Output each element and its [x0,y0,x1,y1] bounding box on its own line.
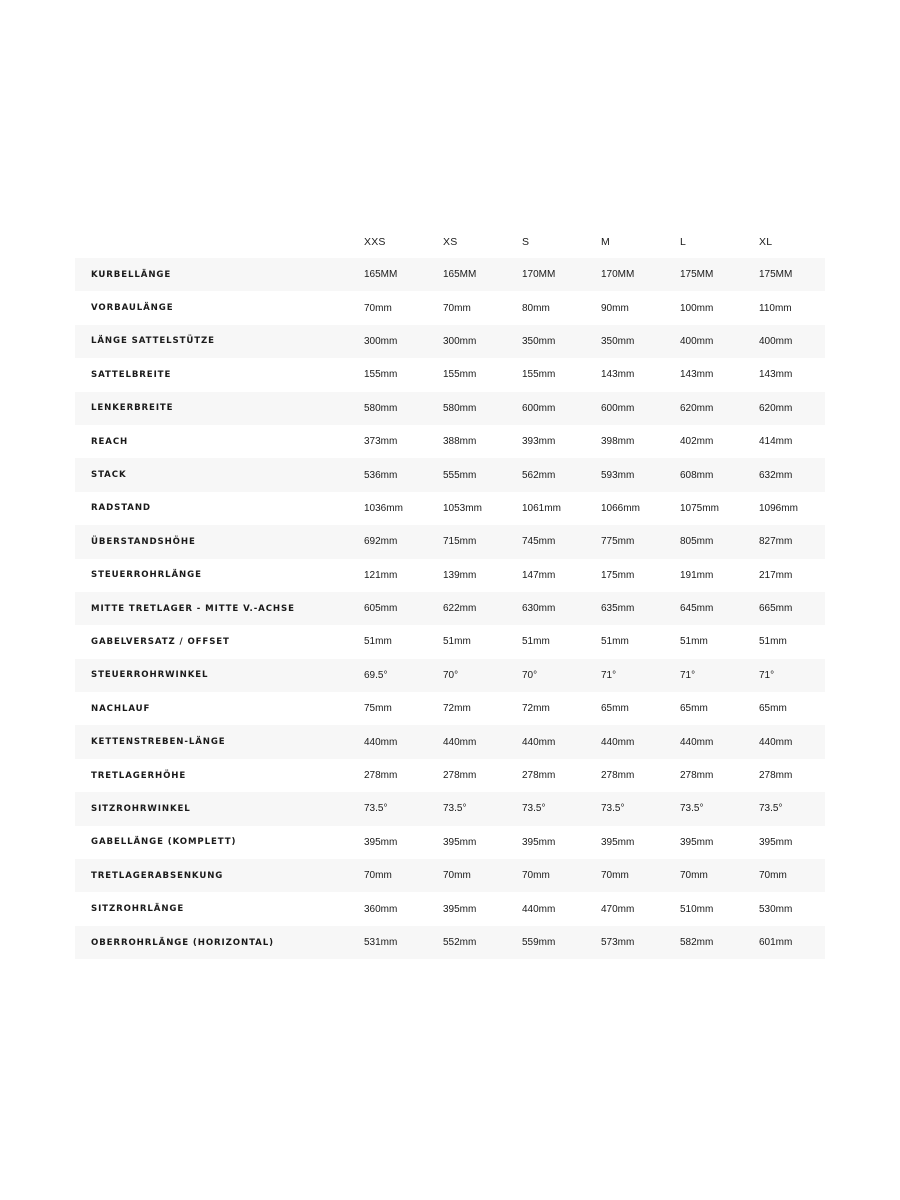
cell-value: 278mm [443,770,477,782]
cell-value: 72mm [443,703,471,715]
cell-value: 71° [759,669,775,681]
cell-value: 1075mm [680,502,719,514]
cell-value: 51mm [601,636,629,648]
cell-value: 165MM [364,269,398,281]
cell-value: 70mm [759,870,787,882]
cell-value: 440mm [601,736,635,748]
cell-value: 73.5° [680,803,704,815]
cell-value: 278mm [364,770,398,782]
cell-value: 580mm [443,402,477,414]
cell-value: 51mm [759,636,787,648]
cell-value: 715mm [443,536,477,548]
cell-value: 170MM [522,269,556,281]
cell-value: 440mm [522,736,556,748]
cell-value: 440mm [680,736,714,748]
cell-value: 73.5° [364,803,388,815]
cell-value: 90mm [601,302,629,314]
cell-value: 143mm [680,369,714,381]
cell-value: 51mm [443,636,471,648]
cell-value: 69.5° [364,669,388,681]
cell-value: 70mm [680,870,708,882]
cell-value: 165MM [443,269,477,281]
cell-value: 71° [601,669,617,681]
table-row [75,492,825,525]
table-row [75,258,825,291]
row-label: VORBAULÄNGE [91,303,174,314]
cell-value: 278mm [680,770,714,782]
table-row [75,759,825,792]
cell-value: 350mm [522,335,556,347]
size-header-xxs: XXS [364,235,386,248]
cell-value: 635mm [601,603,635,615]
row-label: RADSTAND [91,503,151,514]
cell-value: 278mm [759,770,793,782]
size-header-l: L [680,235,687,248]
row-label: GABELVERSATZ / OFFSET [91,636,230,647]
cell-value: 70mm [443,870,471,882]
cell-value: 440mm [443,736,477,748]
cell-value: 395mm [601,836,635,848]
size-header-row [75,225,825,258]
cell-value: 147mm [522,569,556,581]
row-label: REACH [91,436,129,447]
cell-value: 1066mm [601,502,640,514]
cell-value: 73.5° [522,803,546,815]
cell-value: 388mm [443,436,477,448]
cell-value: 175mm [601,569,635,581]
cell-value: 395mm [364,836,398,848]
cell-value: 530mm [759,903,793,915]
cell-value: 65mm [680,703,708,715]
label-column-header [75,225,355,258]
row-label: LENKERBREITE [91,403,174,414]
cell-value: 440mm [364,736,398,748]
table-row [75,425,825,458]
geometry-table-body [75,258,825,959]
cell-value: 70mm [601,870,629,882]
cell-value: 395mm [759,836,793,848]
table-row [75,659,825,692]
cell-value: 402mm [680,436,714,448]
table-row [75,392,825,425]
cell-value: 692mm [364,536,398,548]
row-label: STEUERROHRWINKEL [91,670,209,681]
cell-value: 552mm [443,937,477,948]
table-row [75,725,825,758]
size-header-xl: XL [759,235,773,248]
cell-value: 398mm [601,436,635,448]
cell-value: 300mm [443,335,477,347]
cell-value: 72mm [522,703,550,715]
cell-value: 608mm [680,469,714,481]
cell-value: 601mm [759,937,793,948]
cell-value: 555mm [443,469,477,481]
cell-value: 470mm [601,903,635,915]
cell-value: 510mm [680,903,714,915]
cell-value: 51mm [522,636,550,648]
table-row [75,692,825,725]
cell-value: 400mm [759,335,793,347]
cell-value: 143mm [759,369,793,381]
cell-value: 400mm [680,335,714,347]
row-label: KURBELLÄNGE [91,269,172,280]
cell-value: 51mm [364,636,392,648]
cell-value: 217mm [759,569,793,581]
cell-value: 73.5° [443,803,467,815]
cell-value: 440mm [759,736,793,748]
cell-value: 745mm [522,536,556,548]
cell-value: 143mm [601,369,635,381]
row-label: STEUERROHRLÄNGE [91,570,202,581]
cell-value: 278mm [601,770,635,782]
cell-value: 620mm [759,402,793,414]
cell-value: 805mm [680,536,714,548]
cell-value: 175MM [759,269,793,281]
cell-value: 373mm [364,436,398,448]
cell-value: 559mm [522,937,556,948]
cell-value: 155mm [364,369,398,381]
table-row [75,892,825,925]
cell-value: 600mm [522,402,556,414]
cell-value: 360mm [364,903,398,915]
cell-value: 393mm [522,436,556,448]
cell-value: 51mm [680,636,708,648]
row-label: NACHLAUF [91,703,151,714]
row-label: STACK [91,470,127,481]
cell-value: 600mm [601,402,635,414]
row-label: SATTELBREITE [91,369,172,380]
cell-value: 110mm [759,302,792,314]
row-label: ÜBERSTANDSHÖHE [91,536,196,547]
cell-value: 70mm [364,302,392,314]
row-label: KETTENSTREBEN-LÄNGE [91,737,226,748]
table-row [75,291,825,324]
cell-value: 155mm [522,369,556,381]
table-row [75,859,825,892]
cell-value: 827mm [759,536,793,548]
cell-value: 775mm [601,536,635,548]
cell-value: 300mm [364,335,398,347]
cell-value: 121mm [364,569,398,581]
cell-value: 71° [680,669,696,681]
row-label: SITZROHRLÄNGE [91,904,185,915]
row-label: TRETLAGERHÖHE [91,770,187,781]
cell-value: 70mm [443,302,471,314]
cell-value: 536mm [364,469,398,481]
table-row [75,592,825,625]
row-label: GABELLÄNGE (KOMPLETT) [91,837,237,848]
cell-value: 80mm [522,302,550,314]
cell-value: 170MM [601,269,635,281]
row-label: MITTE TRETLAGER - MITTE V.-ACHSE [91,603,295,614]
table-row [75,625,825,658]
table-row [75,358,825,391]
cell-value: 414mm [759,436,793,448]
cell-value: 1061mm [522,502,561,514]
table-row [75,926,825,959]
cell-value: 665mm [759,603,793,615]
cell-value: 139mm [443,569,477,581]
size-header-m: M [601,235,610,248]
cell-value: 1053mm [443,502,482,514]
table-row [75,325,825,358]
cell-value: 73.5° [601,803,625,815]
cell-value: 580mm [364,402,398,414]
cell-value: 605mm [364,603,398,615]
size-header-xs: XS [443,235,458,248]
cell-value: 582mm [680,937,714,948]
size-header-s: S [522,235,530,248]
table-row [75,792,825,825]
cell-value: 65mm [759,703,787,715]
cell-value: 622mm [443,603,477,615]
cell-value: 175MM [680,269,714,281]
cell-value: 645mm [680,603,714,615]
row-label: TRETLAGERABSENKUNG [91,870,224,881]
cell-value: 395mm [443,836,477,848]
cell-value: 155mm [443,369,477,381]
geometry-table [75,225,825,959]
cell-value: 395mm [680,836,714,848]
cell-value: 1036mm [364,502,403,514]
cell-value: 531mm [364,937,398,948]
cell-value: 100mm [680,302,714,314]
cell-value: 70mm [364,870,392,882]
row-label: SITZROHRWINKEL [91,803,191,814]
cell-value: 1096mm [759,502,798,514]
table-row [75,559,825,592]
cell-value: 73.5° [759,803,783,815]
cell-value: 562mm [522,469,556,481]
table-row [75,458,825,491]
cell-value: 65mm [601,703,629,715]
cell-value: 630mm [522,603,556,615]
cell-value: 440mm [522,903,556,915]
cell-value: 70° [443,669,459,681]
cell-value: 75mm [364,703,392,715]
cell-value: 395mm [522,836,556,848]
cell-value: 632mm [759,469,793,481]
cell-value: 70° [522,669,538,681]
cell-value: 278mm [522,770,556,782]
cell-value: 395mm [443,903,477,915]
table-row [75,525,825,558]
cell-value: 573mm [601,937,635,948]
table-row [75,826,825,859]
cell-value: 70mm [522,870,550,882]
row-label: LÄNGE SATTELSTÜTZE [91,336,215,347]
cell-value: 593mm [601,469,635,481]
cell-value: 191mm [680,569,714,581]
cell-value: 350mm [601,335,635,347]
cell-value: 620mm [680,402,714,414]
row-label: OBERROHRLÄNGE (HORIZONTAL) [91,937,274,948]
